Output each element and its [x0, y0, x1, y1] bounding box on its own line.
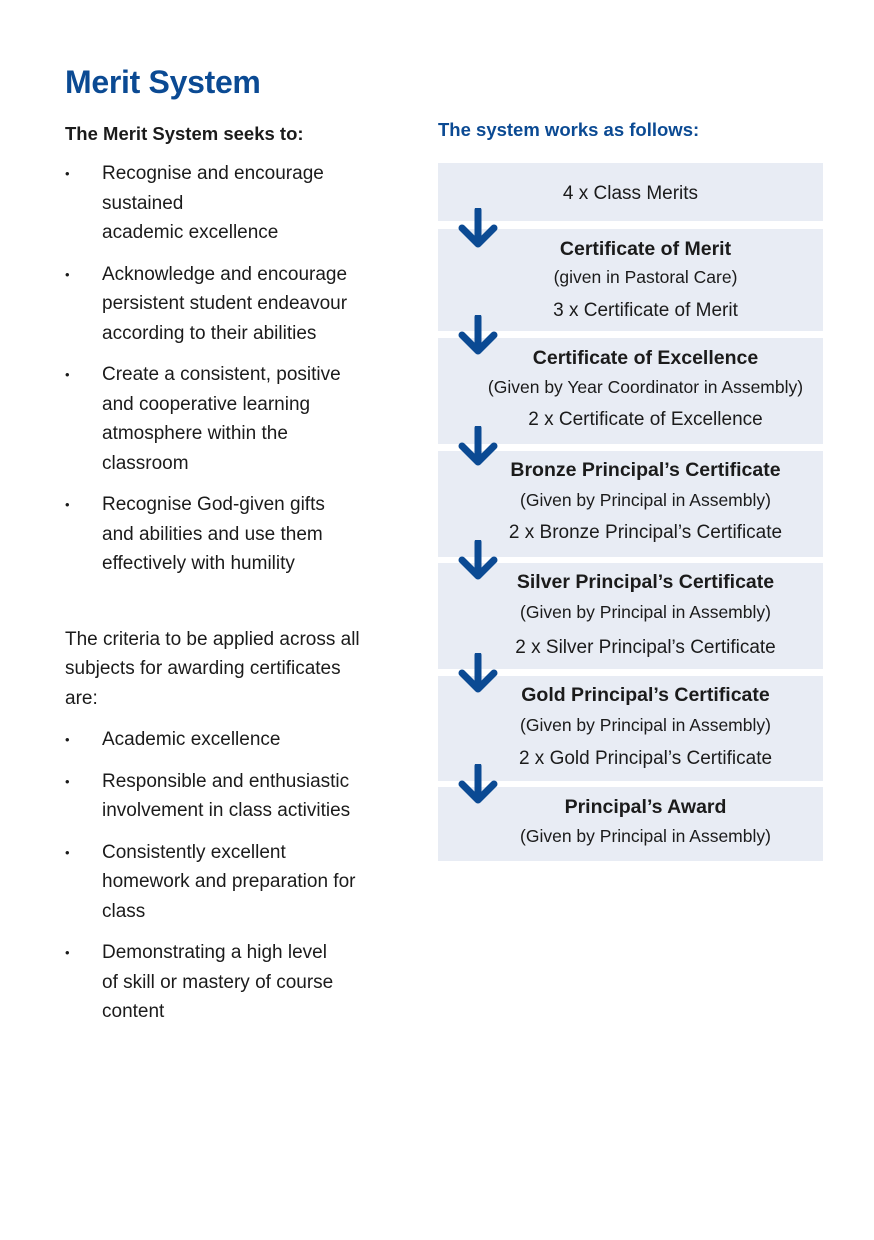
text-line: atmosphere within the [102, 423, 288, 444]
bullet-icon: • [65, 844, 70, 860]
criteria-item [65, 725, 410, 755]
text-line: of skill or mastery of course [102, 971, 334, 993]
criteria-item [65, 938, 410, 1027]
bullet-icon: • [65, 166, 70, 181]
step-subtitle: (Given by Year Coordinator in Assembly) [487, 377, 804, 397]
criteria-list [65, 725, 410, 1027]
text-line: and abilities and use them [102, 523, 323, 545]
text-line: according to their abilities [102, 322, 317, 344]
page-title: Merit System [65, 64, 261, 100]
step-subtitle: (Given by Principal in Assembly) [520, 602, 771, 622]
aim-item [65, 260, 410, 349]
text-line: Responsible and enthusiastic [102, 770, 350, 792]
text-line: homework and preparation for [102, 871, 356, 892]
step-title: Certificate of Excellence [532, 347, 759, 369]
step-title: Certificate of Merit [559, 238, 732, 260]
down-arrow-icon [456, 315, 500, 359]
text-line: sustained [102, 192, 184, 214]
step-requirement: 2 x Certificate of Excellence [528, 409, 763, 430]
bullet-icon: • [65, 773, 70, 789]
text-line: are: [65, 687, 98, 709]
text-line: academic excellence [102, 222, 279, 243]
criteria-intro [65, 625, 410, 714]
aim-item [65, 360, 410, 478]
step-requirement: 3 x Certificate of Merit [553, 300, 738, 321]
down-arrow-icon [456, 426, 500, 470]
text-line: involvement in class activities [102, 800, 351, 821]
text-line: content [102, 1001, 165, 1022]
text-line: classroom [102, 452, 189, 474]
step-title: Principal’s Award [564, 796, 727, 818]
text-line: persistent student endeavour [102, 293, 348, 314]
text-line: Acknowledge and encourage [102, 263, 348, 285]
bullet-icon: • [65, 367, 70, 382]
text-line: effectively with humility [102, 553, 295, 574]
step-subtitle: (given in Pastoral Care) [553, 267, 738, 287]
text-line: Consistently excellent [102, 841, 286, 863]
step-subtitle: (Given by Principal in Assembly) [520, 715, 771, 735]
aim-item [65, 159, 410, 248]
text-line: class [102, 900, 146, 922]
text-line: Create a consistent, positive [102, 364, 341, 385]
step-requirement: 2 x Silver Principal’s Certificate [515, 637, 776, 658]
text-line: and cooperative learning [102, 393, 311, 415]
step-requirement: 2 x Gold Principal’s Certificate [518, 748, 773, 769]
step-title: Silver Principal’s Certificate [516, 571, 775, 593]
step-title: Bronze Principal’s Certificate [510, 459, 781, 481]
text-line: Recognise God-given gifts [102, 494, 325, 515]
step-title: Gold Principal’s Certificate [521, 684, 770, 706]
aims-list [65, 159, 410, 579]
bullet-icon: • [65, 945, 70, 960]
down-arrow-icon [456, 653, 500, 697]
text-line: subjects for awarding certificates [65, 658, 341, 679]
criteria-item [65, 838, 410, 927]
down-arrow-icon [456, 208, 500, 252]
bullet-icon: • [65, 497, 70, 512]
text-line: Recognise and encourage [102, 163, 324, 184]
step-requirement: 2 x Bronze Principal’s Certificate [508, 522, 783, 543]
step-subtitle: (Given by Principal in Assembly) [520, 490, 771, 510]
down-arrow-icon [456, 540, 500, 584]
bullet-icon: • [65, 732, 70, 747]
aim-item [65, 490, 410, 579]
down-arrow-icon [456, 764, 500, 808]
step-requirement: 4 x Class Merits [562, 183, 699, 204]
step-subtitle: (Given by Principal in Assembly) [520, 826, 771, 846]
aims-heading: The Merit System seeks to: [65, 123, 304, 144]
text-line: Demonstrating a high level [102, 942, 327, 963]
flow-heading: The system works as follows: [438, 119, 700, 140]
text-line: The criteria to be applied across all [65, 628, 360, 650]
criteria-item [65, 767, 410, 826]
text-line: Academic excellence [102, 729, 281, 750]
merit-aims-column [65, 120, 410, 1039]
bullet-icon: • [65, 266, 70, 282]
